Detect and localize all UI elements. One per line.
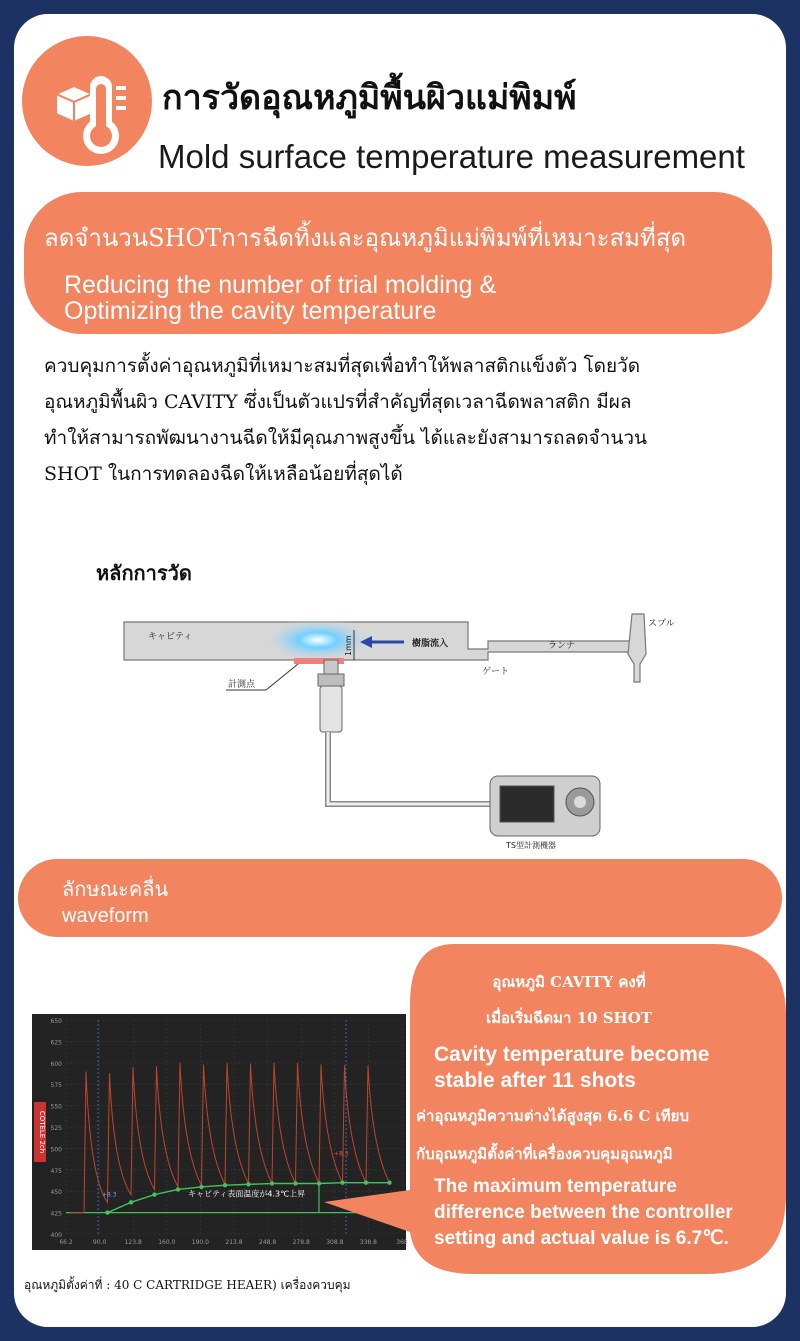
label-gate: ゲート bbox=[482, 667, 510, 677]
label-flow: 樹脂流入 bbox=[412, 639, 449, 649]
label-cavity: キャビティ bbox=[148, 632, 193, 642]
label-measuring-point: 計測点 bbox=[228, 680, 256, 690]
y-tick-label: 400 bbox=[50, 1232, 62, 1239]
thermometer-icon bbox=[22, 36, 152, 166]
description-line: ควบคุมการตั้งค่าอุณหภูมิที่เหมาะสมที่สุดเพื่อทำให้พลาสติกแข็งตัว โดยวัด bbox=[44, 355, 641, 377]
label-runner: ランナ bbox=[548, 641, 576, 651]
y-tick-label: 575 bbox=[50, 1082, 62, 1090]
x-tick-label: 190.0 bbox=[191, 1239, 209, 1246]
marker-label-left: +8.3 bbox=[102, 1191, 117, 1199]
callout-en-1b: stable after 11 shots bbox=[434, 1069, 636, 1092]
y-tick-label: 525 bbox=[50, 1125, 62, 1132]
x-tick-label: 308.8 bbox=[326, 1239, 344, 1246]
waveform-title-en: waveform bbox=[62, 905, 149, 927]
x-tick-label: 368 bbox=[396, 1239, 408, 1246]
y-tick-label: 600 bbox=[50, 1060, 62, 1068]
x-tick-label: 248.8 bbox=[259, 1239, 277, 1246]
banner-thai-text: ลดจำนวนSHOTการฉีดทิ้งและอุณหภูมิแม่พิมพ์ที่เหมาะสมที่สุด bbox=[44, 224, 687, 252]
x-tick-label: 160.0 bbox=[158, 1239, 176, 1246]
footer-note: อุณหภูมิตั้งค่าที่ : 40 C CARTRIDGE HEAER) เครื่องควบคุม bbox=[24, 1278, 351, 1292]
headline-banner bbox=[24, 192, 772, 334]
content-card bbox=[14, 14, 786, 1327]
x-tick-label: 90.0 bbox=[92, 1239, 107, 1246]
callout-thai-2b: กับอุณหภูมิตั้งค่าที่เครื่องควบคุมอุณหภูมิ bbox=[416, 1145, 673, 1163]
callout-en-1a: Cavity temperature become bbox=[434, 1043, 710, 1066]
page-subtitle: Mold surface temperature measurement bbox=[158, 138, 745, 175]
callout-thai-1b: เมื่อเริ่มฉีดมา 10 SHOT bbox=[486, 1009, 652, 1027]
y-tick-label: 475 bbox=[50, 1167, 62, 1175]
callout-en-2b: difference between the controller bbox=[434, 1202, 733, 1223]
label-sprue: スプル bbox=[648, 619, 675, 629]
label-device: TS型計測機器 bbox=[506, 841, 556, 850]
x-tick-label: 123.8 bbox=[124, 1239, 142, 1246]
y-tick-label: 625 bbox=[50, 1039, 62, 1047]
page-title: การวัดอุณหภูมิพื้นผิวแม่พิมพ์ bbox=[162, 78, 577, 118]
x-tick-label: 213.8 bbox=[225, 1239, 243, 1246]
callout-en-2c: setting and actual value is 6.7℃. bbox=[434, 1228, 729, 1249]
x-tick-label: 66.2 bbox=[59, 1239, 73, 1246]
y-tick-label: 550 bbox=[50, 1103, 62, 1111]
principle-heading: หลักการวัด bbox=[96, 561, 192, 585]
marker-label-right: +8.3 bbox=[334, 1150, 349, 1158]
callout-thai-2a: ค่าอุณหภูมิความต่างได้สูงสุด 6.6 C เทียบ bbox=[416, 1107, 689, 1125]
callout-en-2a: The maximum temperature bbox=[434, 1176, 677, 1197]
axis-badge-text: COTELE 2ch bbox=[38, 1110, 46, 1154]
measurement-diagram bbox=[108, 594, 675, 850]
description-line: อุณหภูมิพื้นผิว CAVITY ซึ่งเป็นตัวแปรที่สำคัญที่สุดเวลาฉีดพลาสติก มีผล bbox=[44, 391, 632, 413]
y-tick-label: 650 bbox=[50, 1018, 62, 1025]
y-tick-label: 450 bbox=[50, 1189, 62, 1197]
x-tick-label: 278.8 bbox=[292, 1239, 310, 1246]
label-1mm: 1mm bbox=[344, 635, 353, 656]
description bbox=[44, 348, 766, 492]
description-line: SHOT ในการทดลองฉีดให้เหลือน้อยที่สุดได้ bbox=[44, 463, 403, 485]
banner-en-text bbox=[64, 272, 496, 324]
waveform-title-thai: ลักษณะคลื่น bbox=[62, 877, 169, 901]
waveform-banner bbox=[18, 859, 782, 937]
description-line: ทำให้สามารถพัฒนางานฉีดให้มีคุณภาพสูงขึ้น ได้และยังสามารถลดจำนวน bbox=[44, 427, 647, 449]
y-tick-label: 425 bbox=[50, 1210, 62, 1218]
callout-thai-1a: อุณหภูมิ CAVITY คงที่ bbox=[492, 973, 646, 991]
banner-en-line: Optimizing the cavity temperature bbox=[64, 297, 437, 325]
y-tick-label: 500 bbox=[50, 1146, 62, 1154]
chart-annotation: キャビティ表面温度が4.3℃上昇 bbox=[188, 1189, 306, 1199]
banner-en-line: Reducing the number of trial molding & bbox=[64, 271, 497, 299]
x-tick-label: 338.8 bbox=[359, 1239, 377, 1246]
